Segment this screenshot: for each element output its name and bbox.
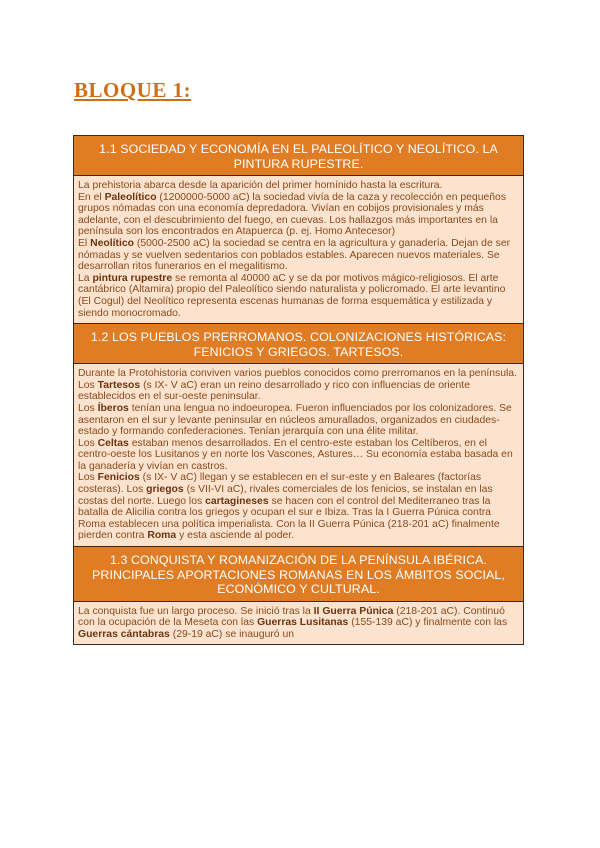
section-body [74,176,523,324]
text-run: (s IX- V aC) eran un reino desarrollado y rico con influencias de oriente establecidos en el sur-oeste peninsular. [78,379,470,403]
text-run: estaban menos desarrollados. En el centro-este estaban los Celtíberos, en el centro-oeste los Lusitanos y en norte los Vascones, Astures… Su economía estaba basada en la ganadería y vivían en castros. [78,437,513,472]
bold-term: Celtas [97,437,129,449]
text-run: se hacen con el control del Mediterraneo tras la batalla de Alicilia contra los griegos y ocupan el sur e Ibiza. Tras la I Guerra Púnica contra Roma establecen una política imperialista. Con la II Guerra Púnica (218-201 aC) finalmente pierden contra [78,495,500,542]
bold-term: Guerras cántabras [78,628,170,640]
section-header: 1.3 CONQUISTA Y ROMANIZACIÓN DE LA PENÍNSULA IBÉRICA. PRINCIPALES APORTACIONES ROMANAS EN LOS ÁMBITOS SOCIAL, ECONÓMICO Y CULTURAL. [74,547,523,602]
text-run: (29-19 aC) se inauguró un [169,628,295,640]
text-run: Los [78,437,98,449]
paragraph [78,368,518,380]
section-body [74,364,523,547]
paragraph [78,438,518,473]
text-run: (5000-2500 aC) la sociedad se centra en la agricultura y ganadería. Dejan de ser nómadas y se vuelven sedentarios con poblados estables. Aparecen nuevos materiales. Se desarrollan ritos funerarios en el megalitismo. [78,237,511,273]
bold-term: cartagineses [205,495,269,507]
section-header: 1.2 LOS PUEBLOS PRERROMANOS. COLONIZACIONES HISTÓRICAS: FENICIOS Y GRIEGOS. TARTESOS. [74,324,523,364]
paragraph [78,606,518,641]
bold-term: Roma [147,530,177,542]
bold-term: pintura rupestre [92,272,173,284]
bold-term: II Guerra Púnica [313,605,394,617]
paragraph [78,380,518,403]
bold-term: Tartesos [97,379,141,391]
page-title: BLOQUE 1: [74,78,192,102]
text-run: (155-139 aC) y finalmente con las [348,617,508,629]
section-body [74,602,523,645]
paragraph [78,192,518,238]
bold-term: Neolítico [90,237,135,249]
paragraph [78,403,518,438]
text-run: La [78,272,93,284]
bold-term: Fenicios [97,472,140,484]
text-run: Durante la Protohistoria conviven varios pueblos conocidos como prerromanos en la península. [78,368,517,380]
text-run: (1200000-5000 aC) la sociedad vivía de la caza y recolección en pequeños grupos nómadas con una economía depredadora. Vivían en cobijos provisionales y más adelante, con el descubrimiento del fuego, en cuevas. Los hallazgos más importantes en la península son los encontrados en Atapuerca (p. ej. Homo Antecesor) [78,191,507,238]
paragraph [78,472,518,542]
paragraph [78,180,518,192]
paragraph [78,273,518,319]
text-run: La conquista fue un largo proceso. Se inició tras la [78,605,314,617]
text-run: La prehistoria abarca desde la aparición del primer homínido hasta la escritura. [78,180,443,191]
paragraph [78,238,518,273]
bold-term: griegos [146,484,184,496]
bold-term: Íberos [97,402,129,414]
text-run: (218-201 aC). Continuó con la ocupación de la Meseta con las [78,605,505,629]
text-run: (s IX- V aC) llegan y se establecen en el sur-este y en Baleares (factorías costeras). Los [78,472,482,496]
bold-term: Guerras Lusitanas [257,617,349,629]
content-table [73,135,524,645]
text-run: se remonta al 40000 aC y se da por motivos mágico-religiosos. El arte cantábrico (Altamira) propio del Paleolítico siendo naturalista y policromado. El arte levantino (El Cogul) del Neolítico representa escenas humanas de forma esquemática y estilizada y siendo monocromado. [78,272,506,319]
text-run: Los [78,379,98,391]
text-run: El [78,237,91,249]
text-run: y esta asciende al poder. [176,530,295,542]
bold-term: Paleolítico [104,191,157,203]
section-header: 1.1 SOCIEDAD Y ECONOMÍA EN EL PALEOLÍTICO Y NEOLÍTICO. LA PINTURA RUPESTRE. [74,136,523,176]
text-run: (s VII-VI aC), rivales comerciales de los fenicios, se instalan en las costas del norte. Luego los [78,484,493,507]
text-run: En el [78,191,105,203]
text-run: Los [78,402,98,414]
text-run: tenían una lengua no indoeuropea. Fueron influenciados por los colonizadores. Se asentaron en el sur y levante peninsular en núcleos amurallados, organizados en ciudades-estado y formando confederaciones. Tenían jerarquía con una élite militar. [78,402,512,438]
text-run: Los [78,472,98,484]
